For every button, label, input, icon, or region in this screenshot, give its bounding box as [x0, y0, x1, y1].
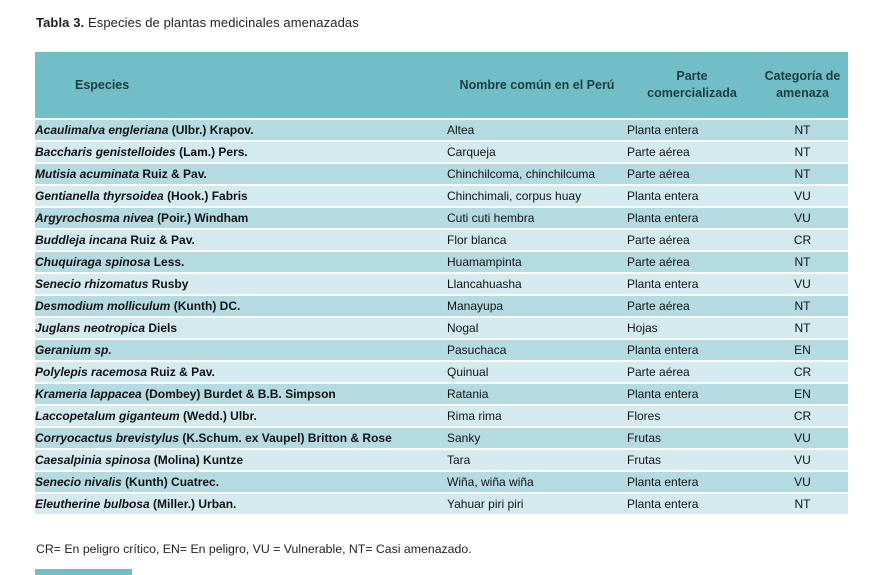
common-name-cell: Rima rima [447, 406, 627, 426]
threat-category-cell: CR [757, 362, 848, 382]
table-row [35, 208, 848, 228]
threat-category-cell: CR [757, 406, 848, 426]
table-caption-number: Tabla 3. [36, 15, 85, 30]
table-caption-text: Especies de plantas medicinales amenazadas [87, 15, 359, 30]
table-header-row [35, 52, 848, 118]
species-scientific-name: Desmodium molliculum [35, 299, 171, 313]
common-name-cell: Pasuchaca [447, 340, 627, 360]
threat-category-cell: EN [757, 340, 848, 360]
threat-category-cell: NT [757, 494, 848, 514]
table-row [35, 318, 848, 338]
species-cell [35, 318, 447, 338]
threat-category-cell: VU [757, 274, 848, 294]
species-scientific-name: Gentianella thyrsoidea [35, 189, 164, 203]
commercialized-part-cell: Hojas [627, 318, 757, 338]
table-footnote: CR= En peligro crítico, EN= En peligro, VU = Vulnerable, NT= Casi amenazado. [36, 542, 472, 556]
threat-category-cell: NT [757, 318, 848, 338]
species-cell [35, 494, 447, 514]
commercialized-part-cell: Planta entera [627, 208, 757, 228]
table-row [35, 406, 848, 426]
table-row [35, 186, 848, 206]
commercialized-part-cell: Parte aérea [627, 252, 757, 272]
species-cell [35, 208, 447, 228]
threat-category-cell: VU [757, 208, 848, 228]
species-cell [35, 274, 447, 294]
next-table-partial-edge [35, 569, 132, 575]
species-cell [35, 472, 447, 492]
species-author: (K.Schum. ex Vaupel) Britton & Rose [182, 431, 392, 445]
species-author: Rusby [151, 277, 189, 291]
common-name-cell: Carqueja [447, 142, 627, 162]
species-scientific-name: Geranium sp. [35, 343, 112, 357]
header-nombre-comun: Nombre común en el Perú [447, 52, 627, 118]
table-row [35, 142, 848, 162]
table-row [35, 362, 848, 382]
species-author: Less. [153, 255, 185, 269]
commercialized-part-cell: Parte aérea [627, 164, 757, 184]
threat-category-cell: VU [757, 450, 848, 470]
species-scientific-name: Polylepis racemosa [35, 365, 148, 379]
species-author: Ruiz & Pav. [142, 167, 207, 181]
species-scientific-name: Senecio nivalis [35, 475, 122, 489]
commercialized-part-cell: Flores [627, 406, 757, 426]
threat-category-cell: VU [757, 428, 848, 448]
species-cell [35, 296, 447, 316]
commercialized-part-cell: Frutas [627, 450, 757, 470]
common-name-cell: Altea [447, 120, 627, 140]
table-row [35, 494, 848, 514]
table-row [35, 120, 848, 140]
species-scientific-name: Chuquiraga spinosa [35, 255, 151, 269]
species-cell [35, 362, 447, 382]
table-row [35, 450, 848, 470]
common-name-cell: Wiña, wiña wiña [447, 472, 627, 492]
species-author: (Kunth) Cuatrec. [125, 475, 220, 489]
common-name-cell: Chinchimali, corpus huay [447, 186, 627, 206]
header-parte-comercializada: Parte comercializada [627, 52, 757, 118]
species-scientific-name: Acaulimalva engleriana [35, 123, 169, 137]
species-cell [35, 428, 447, 448]
table-row [35, 274, 848, 294]
threat-category-cell: VU [757, 472, 848, 492]
commercialized-part-cell: Planta entera [627, 274, 757, 294]
species-author: Diels [148, 321, 178, 335]
species-scientific-name: Caesalpinia spinosa [35, 453, 151, 467]
table-row [35, 472, 848, 492]
species-author: (Hook.) Fabris [167, 189, 248, 203]
common-name-cell: Sanky [447, 428, 627, 448]
species-cell [35, 230, 447, 250]
table-row [35, 428, 848, 448]
header-categoria-amenaza: Categoría de amenaza [757, 52, 848, 118]
species-cell [35, 384, 447, 404]
species-author: (Lam.) Pers. [179, 145, 248, 159]
header-especies: Especies [35, 52, 447, 118]
common-name-cell: Quinual [447, 362, 627, 382]
species-scientific-name: Baccharis genistelloides [35, 145, 176, 159]
threat-category-cell: NT [757, 296, 848, 316]
common-name-cell: Nogal [447, 318, 627, 338]
commercialized-part-cell: Frutas [627, 428, 757, 448]
commercialized-part-cell: Planta entera [627, 186, 757, 206]
threat-category-cell: VU [757, 186, 848, 206]
table-caption [36, 15, 359, 30]
species-scientific-name: Buddleja incana [35, 233, 128, 247]
species-cell [35, 252, 447, 272]
commercialized-part-cell: Planta entera [627, 384, 757, 404]
commercialized-part-cell: Parte aérea [627, 296, 757, 316]
species-author: (Molina) Kuntze [153, 453, 244, 467]
common-name-cell: Manayupa [447, 296, 627, 316]
species-author: Ruiz & Pav. [130, 233, 195, 247]
table-row [35, 340, 848, 360]
common-name-cell: Tara [447, 450, 627, 470]
threat-category-cell: NT [757, 164, 848, 184]
species-author: (Wedd.) Ulbr. [183, 409, 257, 423]
threat-category-cell: NT [757, 120, 848, 140]
species-table [35, 50, 848, 516]
threat-category-cell: NT [757, 142, 848, 162]
commercialized-part-cell: Planta entera [627, 494, 757, 514]
table-row [35, 296, 848, 316]
species-cell [35, 164, 447, 184]
common-name-cell: Flor blanca [447, 230, 627, 250]
table-row [35, 252, 848, 272]
species-author: (Miller.) Urban. [153, 497, 237, 511]
common-name-cell: Ratania [447, 384, 627, 404]
threat-category-cell: NT [757, 252, 848, 272]
commercialized-part-cell: Parte aérea [627, 142, 757, 162]
species-scientific-name: Mutisia acuminata [35, 167, 140, 181]
commercialized-part-cell: Parte aérea [627, 230, 757, 250]
species-scientific-name: Juglans neotropica [35, 321, 146, 335]
common-name-cell: Huamampinta [447, 252, 627, 272]
species-cell [35, 406, 447, 426]
commercialized-part-cell: Planta entera [627, 472, 757, 492]
species-scientific-name: Laccopetalum giganteum [35, 409, 180, 423]
commercialized-part-cell: Planta entera [627, 120, 757, 140]
species-scientific-name: Corryocactus brevistylus [35, 431, 180, 445]
table-body [35, 120, 848, 514]
species-author: (Dombey) Burdet & B.B. Simpson [145, 387, 336, 401]
threat-category-cell: CR [757, 230, 848, 250]
threat-category-cell: EN [757, 384, 848, 404]
species-author: Ruiz & Pav. [150, 365, 215, 379]
common-name-cell: Llancahuasha [447, 274, 627, 294]
commercialized-part-cell: Parte aérea [627, 362, 757, 382]
common-name-cell: Yahuar piri piri [447, 494, 627, 514]
commercialized-part-cell: Planta entera [627, 340, 757, 360]
species-author: (Ulbr.) Krapov. [171, 123, 254, 137]
species-author: (Kunth) DC. [173, 299, 241, 313]
table-row [35, 384, 848, 404]
table-row [35, 230, 848, 250]
table-row [35, 164, 848, 184]
species-cell [35, 142, 447, 162]
species-scientific-name: Eleutherine bulbosa [35, 497, 150, 511]
species-scientific-name: Argyrochosma nivea [35, 211, 154, 225]
common-name-cell: Chinchilcoma, chinchilcuma [447, 164, 627, 184]
species-scientific-name: Senecio rhizomatus [35, 277, 149, 291]
species-cell [35, 450, 447, 470]
common-name-cell: Cuti cuti hembra [447, 208, 627, 228]
species-author: (Poir.) Windham [157, 211, 249, 225]
species-scientific-name: Krameria lappacea [35, 387, 142, 401]
species-cell [35, 120, 447, 140]
species-cell [35, 340, 447, 360]
species-cell [35, 186, 447, 206]
